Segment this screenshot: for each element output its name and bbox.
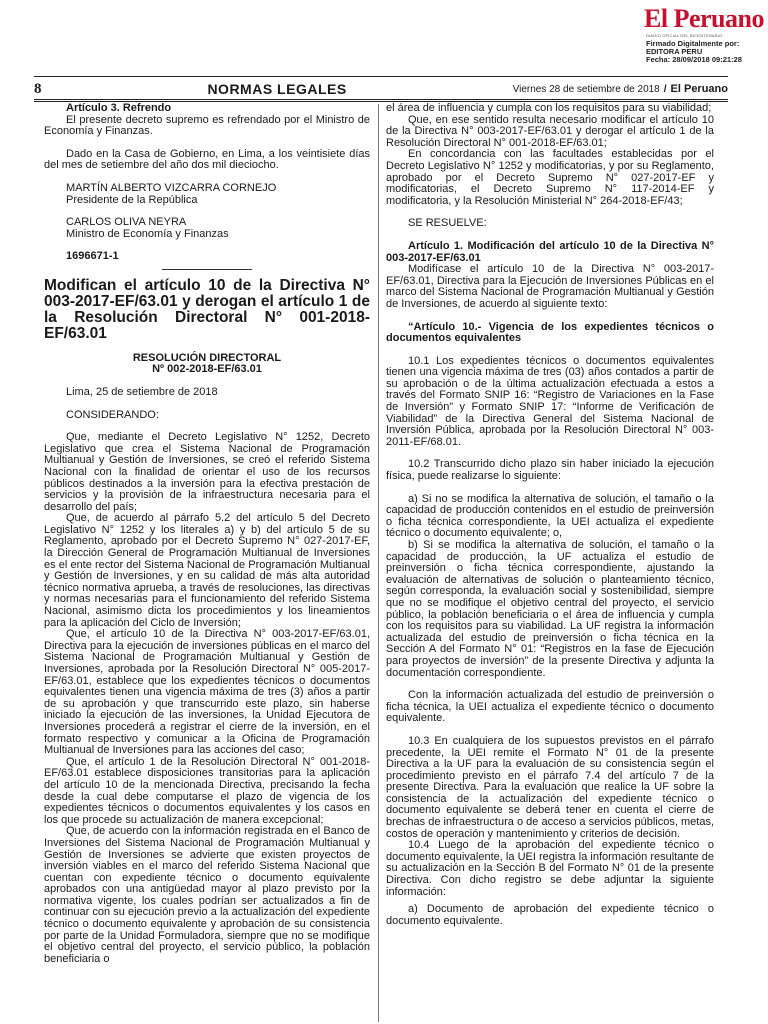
right-column: [386, 103, 714, 927]
signature-line: EDITORA PERU: [646, 47, 703, 56]
article-1-text: Modifícase el artículo 10 de la Directiva N° 003-2017-EF/63.01, Directiva para la Ejecución de Inversiones Públicas en el marco del Sistema Nacional de Programación Multianual y Gestión de Inversiones, de acuerdo al siguiente texto:: [386, 263, 714, 310]
el-peruano-logo: El Peruano: [644, 4, 764, 33]
signature-line: Firmado Digitalmente por:: [646, 39, 740, 48]
page-header: [34, 80, 728, 98]
considerando-paragraph: Que, mediante el Decreto Legislativo N° 1252, Decreto Legislativo que crea el Sistema Nacional de Programación Multianual y Gestión de Inversiones, se creó el referido Sistema Nacional con la finalidad de orientar el uso de los recursos públicos destinados a la inversión para la efectiva prestación de servicios y la provisión de la infraestructura necesaria para el desarrollo del país;: [44, 431, 370, 513]
paragraph-10-3: 10.3 En cualquiera de los supuestos previstos en el párrafo precedente, la UEI remite el Formato N° 01 de la presente Directiva a la UF para la evaluación de su consistencia según el procedimiento previsto en el párrafo 7.4 del artículo 7 de la presente Directiva. Para la evaluación que realice la UF sobre la consistencia de la actualización del expediente técnico o documento equivalente se deberá tener en cuenta el cierre de brechas de infraestructura o de acceso a servicios públicos, metas, costos de operación y mantenimiento y criterios de decisión.: [386, 734, 714, 840]
left-column: [44, 103, 370, 965]
se-resuelve-heading: SE RESUELVE:: [408, 217, 487, 230]
considerando-paragraph: Que, el artículo 10 de la Directiva N° 003-2017-EF/63.01, Directiva para la ejecución de inversiones públicas en el marco del Sistema Nacional de Programación Multianual y Gestión de Inversiones, aprobada por la Resolución Directoral N° 005-2017-EF/63.01, establece que los expedientes técnicos o documentos equivalentes tienen una vigencia máxima de tres (3) años a partir de su aprobación y que transcurrido este plazo, sin haberse iniciado la ejecución de las inversiones, la Unidad Ejecutora de Inversiones procederá a registrar el cierre de la inversión, en el formato respectivo y comunicar a la Oficina de Programación Multianual de Inversiones para las acciones del caso;: [44, 628, 370, 757]
article-10-title: “Artículo 10.- Vigencia de los expedientes técnicos o documentos equivalentes: [386, 320, 714, 345]
resolution-heading: RESOLUCIÓN DIRECTORAL: [132, 351, 282, 364]
column-divider: [378, 104, 379, 1022]
article-3-text: El presente decreto supremo es refrendado por el Ministro de Economía y Finanzas.: [44, 113, 370, 138]
article-1-title: Artículo 1. Modificación del artículo 10 de la Directiva N° 003-2017-EF/63.01: [386, 239, 714, 264]
norm-title: Modifican el artículo 10 de la Directiva N° 003-2017-EF/63.01 y derogan el artículo 1 de la Resolución Directoral N° 001-2018-EF/63.01: [44, 276, 370, 342]
header-brand: El Peruano: [670, 83, 728, 95]
paragraph-10-2: 10.2 Transcurrido dicho plazo sin haber iniciado la ejecución física, puede realizarse lo siguiente:: [386, 458, 714, 483]
paragraph-10-1: 10.1 Los expedientes técnicos o documentos equivalentes tienen una vigencia máxima de tres (03) años contados a partir de su aprobación o de la última actualización efectuada a estos a través del Formato SNIP 16: “Registro de Variaciones en la Fase de Inversión” y Formato SNIP 17: “Informe de Verificación de Viabilidad” de la Directiva General del Sistema Nacional de Inversión Pública, aprobada por la Resolución Directoral N° 003-2011-EF/68.01.: [386, 354, 714, 448]
signatory-role: Ministro de Economía y Finanzas: [66, 227, 229, 240]
considerando-paragraph: Que, en ese sentido resulta necesario modificar el artículo 10 de la Directiva N° 003-2017-EF/63.01 y derogar el artículo 1 de la Resolución Directoral N° 001-2018-EF/63.01;: [386, 113, 714, 149]
paragraph-10-4: 10.4 Luego de la aprobación del expediente técnico o documento equivalente, la UEI registra la información resultante de su actualización en la Sección B del Formato N° 01 de la presente Directiva. Con dicho registro se debe adjuntar la siguiente información:: [386, 839, 714, 898]
header-date-brand: [513, 83, 728, 95]
digital-signature: [646, 40, 742, 64]
page-number: 8: [34, 80, 42, 97]
place-date: Lima, 25 de setiembre de 2018: [66, 385, 218, 398]
continued-paragraph: el área de influencia y cumpla con los requisitos para su viabilidad;: [386, 102, 712, 114]
considerando-paragraph: Que, de acuerdo al párrafo 5.2 del artículo 5 del Decreto Legislativo N° 1252 y los literales a) y b) del artículo 5 de su Reglamento, aprobado por el Decreto Supremo N° 027-2017-EF, la Dirección General de Programación Multianual de Inversiones es el ente rector del Sistema Nacional de Programación Multianual y Gestión de Inversiones, y en su calidad de más alta autoridad técnico normativa aprueba, a través de resoluciones, las directivas y normas necesarias para el funcionamiento del referido Sistema Nacional, asimismo dicta los procedimientos y los lineamientos para la aplicación del Ciclo de Inversión;: [44, 512, 370, 629]
considerando-heading: CONSIDERANDO:: [66, 408, 159, 421]
article-3-title: Artículo 3. Refrendo: [66, 102, 172, 114]
header-separator: /: [663, 83, 667, 95]
signatory-role: Presidente de la República: [66, 193, 198, 206]
considerando-paragraph: Que, de acuerdo con la información registrada en el Banco de Inversiones del Sistema Nacional de Programación Multianual y Gestión de Inversiones se advierte que existen proyectos de inversión viables en el marco del referido Sistema Nacional que cuentan con expediente técnico o documento equivalente aprobados con una antigüedad mayor al plazo previsto por la normativa vigente, los cuales podrían ser actualizados a fin de continuar con su ejecución previo a la actualización del expediente técnico o documento equivalente y aprobación de su consistencia por parte de la Unidad Formuladora, siempre que no se modifique el objetivo central del proyecto, el servicio público, la población beneficiaria o: [44, 825, 370, 965]
actualizacion-paragraph: Con la información actualizada del estudio de preinversión o ficha técnica, la UEI actualiza el expediente técnico o documento equivalente.: [386, 689, 714, 725]
signatory-name: CARLOS OLIVA NEYRA: [66, 216, 187, 229]
norm-number: 1696671-1: [66, 250, 119, 263]
signature-line: Fecha: 28/09/2018 09:21:28: [646, 55, 742, 64]
resolution-number: Nº 002-2018-EF/63.01: [152, 363, 262, 376]
section-title: NORMAS LEGALES: [207, 81, 347, 97]
separator-rule: [162, 269, 252, 270]
logo-subtitle: DIARIO OFICIAL DEL BICENTENARIO: [646, 33, 723, 38]
considerando-paragraph: Que, el artículo 1 de la Resolución Directoral N° 001-2018-EF/63.01 establece disposiciones transitorias para la aplicación del artículo 10 de la mencionada Directiva, precisando la fecha desde la cual debe computarse el plazo de vigencia de los expedientes técnicos o documentos equivalentes y los casos en los que procede su actualización de manera excepcional;: [44, 755, 370, 826]
literal-a: a) Si no se modifica la alternativa de solución, el tamaño o la capacidad de producción contenidos en el estudio de preinversión o ficha técnica correspondiente, la UEI actualiza el expediente técnico o documento equivalente; o,: [386, 492, 714, 540]
literal-b: b) Si se modifica la alternativa de solución, el tamaño o la capacidad de producción, la UF actualiza el estudio de preinversión o ficha técnica correspondiente, ajustando la evaluación de alternativas de solución o planteamiento técnico, según corresponda, la evaluación social y sostenibilidad, siempre que no se modifique el objetivo central del proyecto, el servicio público, la población beneficiaria o el área de influencia y cumpla con los requisitos para su viabilidad. La UF registra la información actualizada del estudio de preinversión o ficha técnica en la Sección A del Formato N° 01: “Registros en la fase de Ejecución para proyectos de inversión” de la presente Directiva y adjunta la documentación correspondiente.: [386, 539, 714, 679]
literal-a-doc: a) Documento de aprobación del expediente técnico o documento equivalente.: [386, 903, 714, 927]
signatory-name: MARTÍN ALBERTO VIZCARRA CORNEJO: [66, 181, 277, 194]
issue-date: Viernes 28 de setiembre de 2018: [512, 83, 660, 95]
considerando-paragraph: En concordancia con las facultades establecidas por el Decreto Legislativo N° 1252 y modificatorias, y por su Reglamento, aprobado por el Decreto Supremo N° 027-2017-EF y modificatorias, el Decreto Supremo N° 117-2014-EF y modificatoria, y la Resolución Ministerial N° 264-2018-EF/43;: [386, 148, 714, 207]
header-top-rule: [34, 76, 728, 77]
dado-paragraph: Dado en la Casa de Gobierno, en Lima, a los veintisiete días del mes de setiembre del año dos mil dieciocho.: [44, 147, 370, 172]
